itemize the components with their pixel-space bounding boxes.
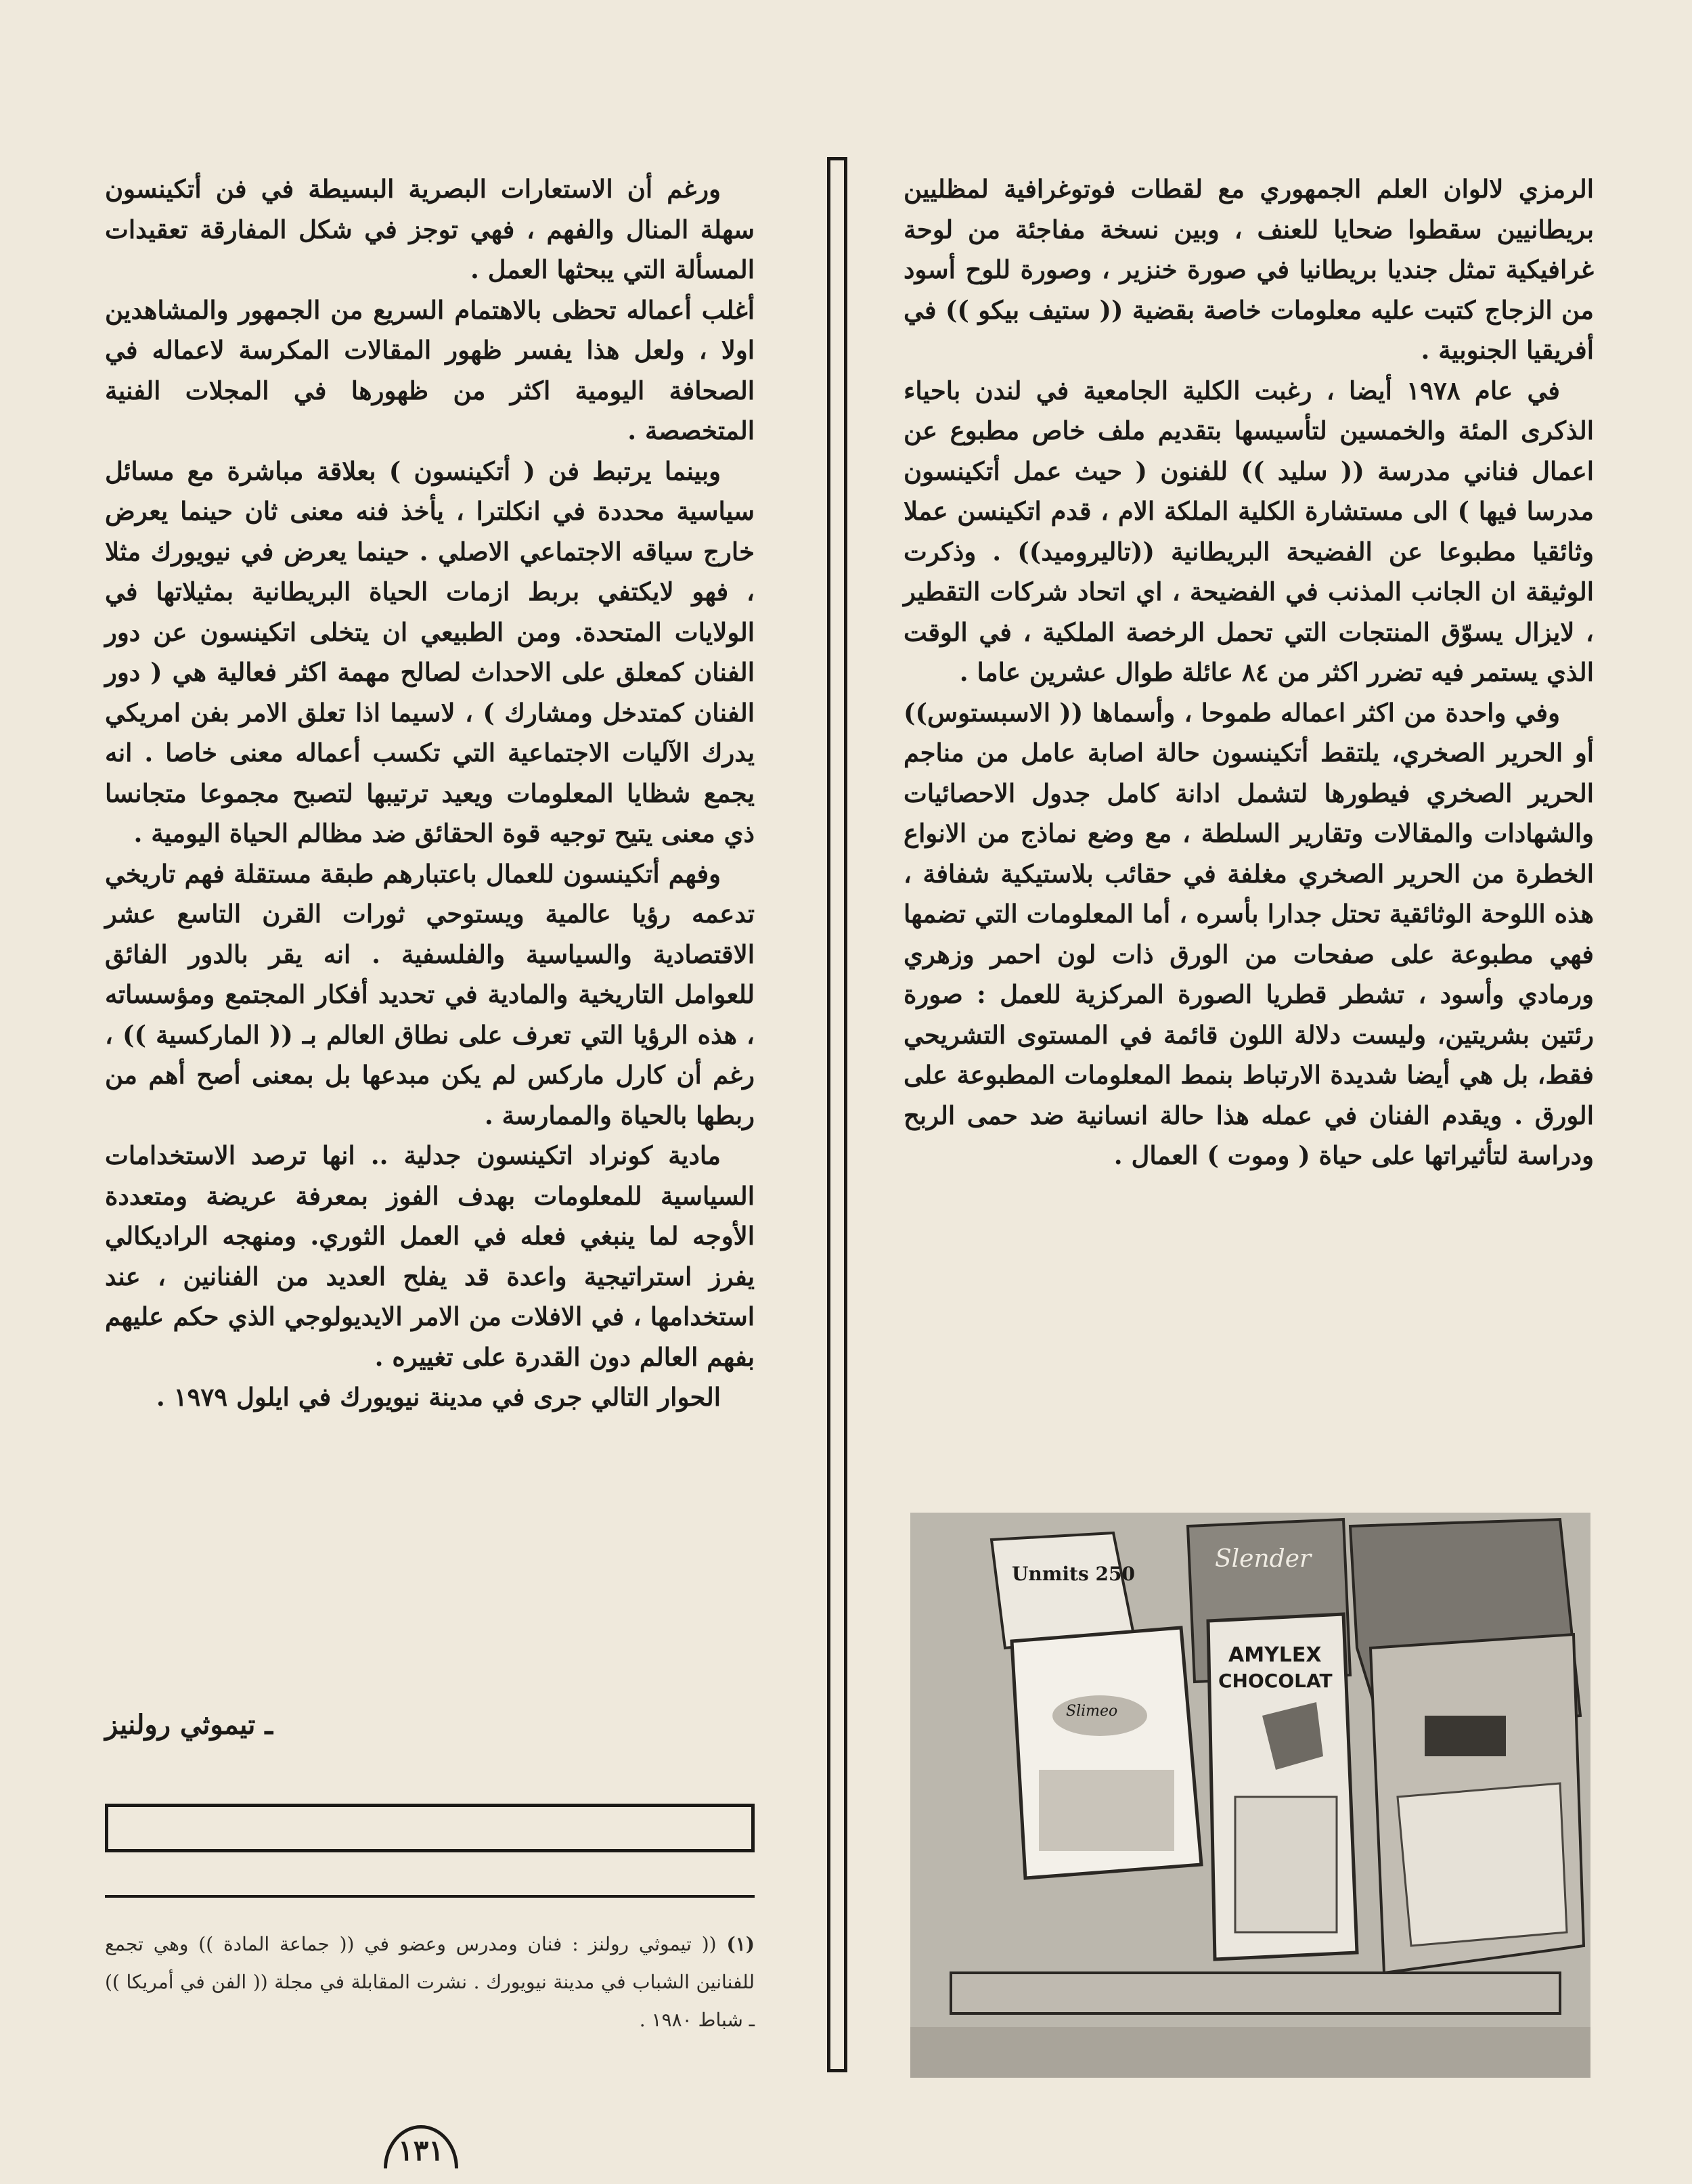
paragraph: وفهم أتكينسون للعمال باعتبارهم طبقة مستقلة فهم تاريخي تدعمه رؤيا عالمية ويستوحي ثورات القرن التاسع عشر الاقتصادية والسياسية والفلسفية . انه يقر بالدور الفائق للعوامل التاريخية والمادية في تحديد أفكار المجتمع ومؤسساته ، هذه الرؤيا التي تعرف على نطاق العالم بـ (( الماركسية )) ، رغم أن كارل ماركس لم يكن مبدعها بل بمعنى أصح أهم من ربطها بالحياة والممارسة . (105, 858, 755, 1130)
paragraph: في عام ١٩٧٨ أيضا ، رغبت الكلية الجامعية في لندن باحياء الذكرى المئة والخمسين لتأسيسها بتقديم ملف خاص مطبوع عن اعمال فناني مدرسة (( سليد )) للفنون ( حيث عمل أتكينسون مدرسا فيها ) الى مستشارة الكلية الملكة الام ، قدم اتكينسن عملا وثائقيا مطبوعا عن الفضيحة البريطانية ((تاليروميد)) . وذكرت الوثيقة ان الجانب المذنب في الفضيحة ، اي اتحاد شركات التقطير ، لايزال يسوّق المنتجات التي تحمل الرخصة الملكية ، في الوقت الذي يستمر فيه تضرر اكثر من ٨٤ عائلة طوال عشرين عاما . (904, 375, 1594, 687)
footnote-rule (105, 1895, 755, 1898)
paragraph: الرمزي لالوان العلم الجمهوري مع لقطات فوتوغرافية لمظليين بريطانيين سقطوا ضحايا للعنف ، وبين نسخة مفاجئة من لوحة غرافيكية تمثل جنديا بريطانيا في صورة خنزير ، وصورة للوح أسود من الزجاج كتبت عليه معلومات خاصة بقضية (( ستيف بيكو )) في أفريقيا الجنوبية . (904, 174, 1594, 365)
package-right (1350, 1519, 1584, 1973)
photo-label-chocolat: CHOCOLAT (1218, 1670, 1333, 1692)
left-text-column (105, 169, 755, 1418)
paragraph: ورغم أن الاستعارات البصرية البسيطة في فن أتكينسون سهلة المنال والفهم ، فهي توجز في شكل المفارقة تعقيدات المسألة التي يبحثها العمل . (105, 174, 755, 284)
photo-label-amylex: AMYLEX (1228, 1643, 1322, 1667)
photo-label-slender: Slender (1215, 1545, 1312, 1573)
paragraph: وبينما يرتبط فن ( أتكينسون ) بعلاقة مباشرة مع مسائل سياسية محددة في انكلترا ، يأخذ فنه معنى ثان حينما يعرض خارج سياقه الاجتماعي الاصلي . حينما يعرض في نيويورك مثلا ، فهو لايكتفي بربط ازمات الحياة البريطانية بمثيلاتها في الولايات المتحدة. ومن الطبيعي ان يتخلى اتكينسون عن دور الفنان كمعلق على الاحداث لصالح مهمة اكثر فعالية هي ( دور الفنان كمتدخل ومشارك ) ، لاسيما اذا تعلق الامر بفن امريكي يدرك الآليات الاجتماعية التي تكسب أعماله معنى خاصا . انه يجمع شظايا المعلومات ويعيد ترتيبها لتصبح مجموعا متجانسا ذي معنى يتيح توجيه قوة الحقائق ضد مظالم الحياة اليومية . (105, 455, 755, 848)
page-number: ١٣١ (384, 2125, 458, 2168)
photo-label-slimeo: Slimeo (1066, 1703, 1118, 1720)
empty-frame-box (105, 1804, 755, 1852)
right-text-column (904, 169, 1594, 1176)
package-center (1188, 1519, 1357, 1959)
paragraph: مادية كونراد اتكينسون جدلية .. انها ترصد الاستخدامات السياسية للمعلومات بهدف الفوز بمعرفة عريضة ومتعددة الأوجه لما ينبغي فعله في العمل الثوري. ومنهجه الراديكالي يفرز استراتيجية واعدة قد يفلح العديد من الفنانين ، عند استخدامها ، في الافلات من الامر الايديولوجي الذي حكم عليهم بفهم العالم دون القدرة على تغييره . (105, 1140, 755, 1372)
column-divider-box (827, 157, 847, 2072)
paragraph: أغلب أعماله تحظى بالاهتمام السريع من الجمهور والمشاهدين اولا ، ولعل هذا يفسر ظهور المقالات المكرسة لاعماله في الصحافة اليومية اكثر من ظهورها في المجلات الفنية المتخصصة . (105, 294, 755, 445)
artwork-photo (910, 1513, 1590, 2078)
footnote (105, 1925, 755, 2039)
artwork-photo-illustration (910, 1513, 1590, 2078)
author-signature: ـ تيموثي رولنيز (105, 1709, 273, 1741)
paragraph: وفي واحدة من اكثر اعماله طموحا ، وأسماها (( الاسبستوس)) أو الحرير الصخري، يلتقط أتكينسون حالة اصابة عامل من مناجم الحرير الصخري فيطورها لتشمل ادانة كامل جدول الاحصائيات والشهادات والمقالات وتقارير السلطة ، مع وضع نماذج من الانواع الخطرة من الحرير الصخري مغلفة في حقائب بلاستيكية شفافة ، هذه اللوحة الوثائقية تحتل جدارا بأسره ، أما المعلومات التي تضمها فهي مطبوعة على صفحات من الورق ذات لون احمر وزهري ورمادي وأسود ، تشطر قطريا الصورة المركزية للعمل : صورة رئتين بشريتين، وليست دلالة اللون قائمة في المستوى التشريحي فقط، بل هي أيضا شديدة الارتباط بنمط المعلومات المطبوعة على الورق . ويقدم الفنان في عمله هذا حالة انسانية ضد حمى الربح ودراسة لتأثيراتها على حياة ( وموت ) العمال . (904, 697, 1594, 1170)
paragraph: الحوار التالي جرى في مدينة نيويورك في ايلول ١٩٧٩ . (156, 1382, 721, 1412)
photo-label-unmits: Unmits 250 (1012, 1563, 1135, 1585)
footnote-marker: (١) (726, 1933, 755, 1955)
footnote-text: (( تيموثي رولنز : فنان ومدرس وعضو في (( جماعة المادة )) وهي تجمع للفنانين الشباب في مدينة نيويورك . نشرت المقابلة في مجلة (( الفن في أمريكا )) ـ شباط ١٩٨٠ . (105, 1933, 755, 2031)
